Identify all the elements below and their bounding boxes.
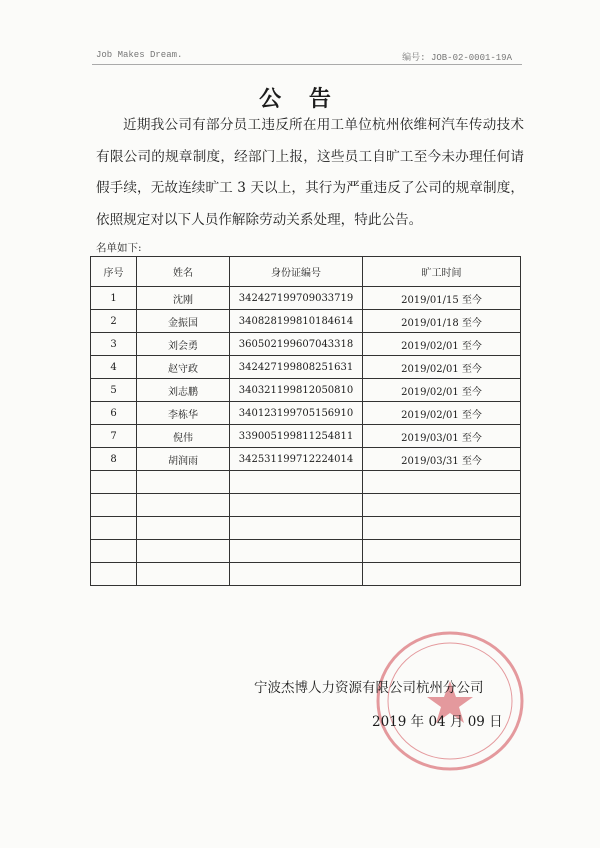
cell-index: 6 [91, 402, 137, 425]
table-body [91, 287, 521, 586]
cell-absence-period: 2019/02/01 至今 [363, 379, 521, 402]
cell-name: 李栋华 [137, 402, 230, 425]
list-heading: 名单如下: [96, 242, 142, 254]
column-header-name: 姓名 [137, 257, 230, 287]
signing-date: 2019 年 04 月 09 日 [372, 714, 503, 730]
cell-absence-period: 2019/01/18 至今 [363, 310, 521, 333]
header-slogan: Job Makes Dream. [96, 50, 183, 60]
cell-absence-period: 2019/02/01 至今 [363, 333, 521, 356]
cell-name [137, 563, 230, 586]
cell-name [137, 540, 230, 563]
table-row [91, 356, 521, 379]
cell-id-number: 339005199811254811 [230, 425, 363, 448]
cell-index [91, 517, 137, 540]
cell-id-number: 340123199705156910 [230, 402, 363, 425]
cell-id-number [230, 494, 363, 517]
cell-id-number: 342531199712224014 [230, 448, 363, 471]
cell-name: 刘会勇 [137, 333, 230, 356]
cell-index [91, 540, 137, 563]
notice-paragraph: 近期我公司有部分员工违反所在用工单位杭州依维柯汽车传动技术有限公司的规章制度，经部门上报，这些员工自旷工至今未办理任何请假手续，无故连续旷工 3 天以上，其行为严重违反了公司的规章制度，依照规定对以下人员作解除劳动关系处理，特此公告。 [96, 117, 524, 228]
notice-body [96, 110, 524, 236]
cell-absence-period [363, 494, 521, 517]
cell-absence-period [363, 471, 521, 494]
cell-name [137, 494, 230, 517]
cell-absence-period: 2019/02/01 至今 [363, 402, 521, 425]
cell-id-number [230, 471, 363, 494]
cell-absence-period: 2019/03/31 至今 [363, 448, 521, 471]
absentee-table [90, 256, 521, 586]
cell-name: 胡润雨 [137, 448, 230, 471]
cell-name: 赵守政 [137, 356, 230, 379]
cell-index: 1 [91, 287, 137, 310]
cell-absence-period: 2019/03/01 至今 [363, 425, 521, 448]
cell-absence-period [363, 563, 521, 586]
cell-id-number: 340828199810184614 [230, 310, 363, 333]
cell-name: 倪伟 [137, 425, 230, 448]
cell-id-number [230, 540, 363, 563]
table-header-row [91, 257, 521, 287]
table-row [91, 540, 521, 563]
cell-name: 金振国 [137, 310, 230, 333]
cell-index: 4 [91, 356, 137, 379]
cell-index: 2 [91, 310, 137, 333]
table-row [91, 333, 521, 356]
cell-index: 5 [91, 379, 137, 402]
cell-id-number: 342427199709033719 [230, 287, 363, 310]
cell-index: 7 [91, 425, 137, 448]
cell-index [91, 471, 137, 494]
cell-index: 3 [91, 333, 137, 356]
cell-id-number: 360502199607043318 [230, 333, 363, 356]
cell-absence-period: 2019/02/01 至今 [363, 356, 521, 379]
table-row [91, 287, 521, 310]
table-row [91, 425, 521, 448]
header-divider [92, 64, 522, 65]
notice-title: 公 告 [259, 86, 341, 112]
column-header-index: 序号 [91, 257, 137, 287]
cell-name [137, 517, 230, 540]
table-row [91, 517, 521, 540]
table-row [91, 402, 521, 425]
table-row [91, 471, 521, 494]
table-row [91, 448, 521, 471]
cell-name: 刘志鹏 [137, 379, 230, 402]
table-row [91, 310, 521, 333]
cell-absence-period: 2019/01/15 至今 [363, 287, 521, 310]
signing-company: 宁波杰博人力资源有限公司杭州分公司 [254, 680, 484, 696]
table-row [91, 379, 521, 402]
cell-id-number [230, 517, 363, 540]
cell-index: 8 [91, 448, 137, 471]
cell-index [91, 563, 137, 586]
cell-absence-period [363, 517, 521, 540]
cell-id-number: 342427199808251631 [230, 356, 363, 379]
cell-id-number [230, 563, 363, 586]
cell-id-number: 340321199812050810 [230, 379, 363, 402]
cell-name [137, 471, 230, 494]
table-row [91, 494, 521, 517]
document-number: 编号: JOB-02-0001-19A [402, 53, 512, 63]
cell-index [91, 494, 137, 517]
cell-name: 沈刚 [137, 287, 230, 310]
column-header-absence-period: 旷工时间 [363, 257, 521, 287]
column-header-id-number: 身份证编号 [230, 257, 363, 287]
table-row [91, 563, 521, 586]
cell-absence-period [363, 540, 521, 563]
company-seal-icon [370, 625, 530, 775]
